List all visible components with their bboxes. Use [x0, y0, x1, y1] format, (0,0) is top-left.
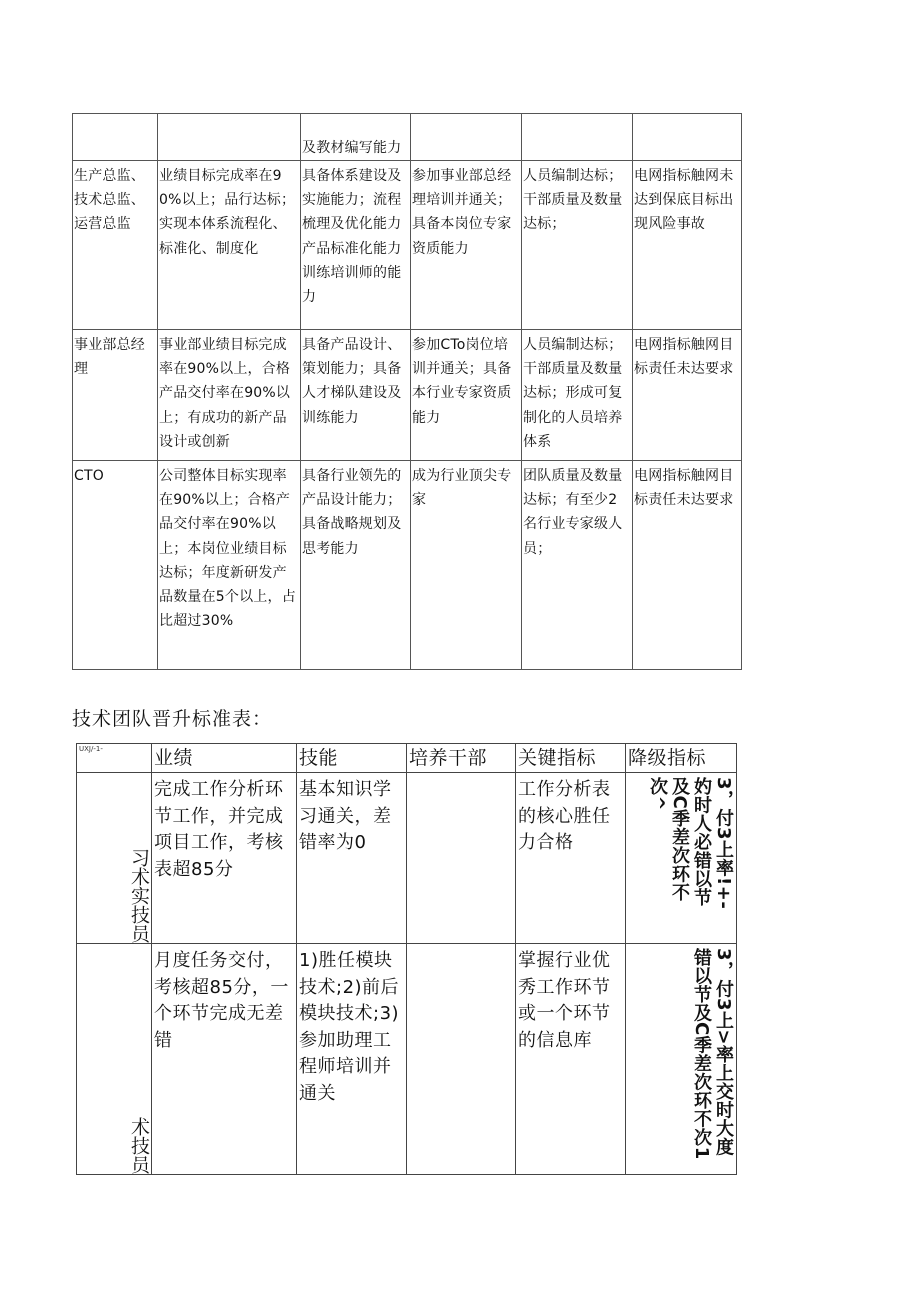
training-cell: 成为行业顶尖专家 — [411, 461, 522, 670]
header-performance: 业绩 — [152, 744, 297, 773]
role-cell — [77, 773, 152, 944]
training-cell — [411, 114, 522, 161]
table-row — [73, 330, 742, 461]
management-promotion-table — [72, 113, 742, 670]
role-cell: CTO — [73, 461, 158, 670]
key-indicators-cell: 人员编制达标；干部质量及数量达标； — [522, 161, 633, 330]
training-cell: 参加事业部总经理培训并通关；具备本岗位专家资质能力 — [411, 161, 522, 330]
header-skills: 技能 — [297, 744, 407, 773]
table-row — [77, 944, 737, 1175]
key-indicators-cell: 团队质量及数量达标；有至少2名行业专家级人员； — [522, 461, 633, 670]
performance-cell: 事业部业绩目标完成率在90%以上，合格产品交付率在90%以上；有成功的新产品设计或创新 — [158, 330, 301, 461]
tech-team-promotion-table — [76, 743, 737, 1175]
performance-cell: 业绩目标完成率在90%以上；品行达标；实现本体系流程化、标准化、制度化 — [158, 161, 301, 330]
performance-cell: 公司整体目标实现率在90%以上；合格产品交付率在90%以上；本岗位业绩目标达标；年度新研发产品数量在5个以上，占比超过30% — [158, 461, 301, 670]
key-indicators-cell — [522, 114, 633, 161]
role-cell — [73, 114, 158, 161]
section-heading: 技术团队晋升标准表： — [72, 708, 273, 730]
performance-cell — [158, 114, 301, 161]
role-cell: 事业部总经理 — [73, 330, 158, 461]
skills-cell: 1)胜任模块技术;2)前后模块技术;3)参加助理工程师培训并通关 — [297, 944, 407, 1175]
corner-mark: UXJ/-1- — [77, 744, 152, 773]
key-indicators-cell: 掌握行业优秀工作环节或一个环节的信息库 — [516, 944, 626, 1175]
demotion-cell: 电网指标触网未达到保底目标出现风险事故 — [633, 161, 742, 330]
table-row — [73, 161, 742, 330]
demotion-text: 3，付3上>率上交时大度错以节及C季差次环不次1 — [691, 948, 734, 1160]
key-indicators-cell: 人员编制达标；干部质量及数量达标；形成可复制化的人员培养体系 — [522, 330, 633, 461]
skills-cell: 具备行业领先的产品设计能力；具备战略规划及思考能力 — [301, 461, 411, 670]
training-cell — [407, 944, 516, 1175]
role-label: 术技员 — [128, 1117, 150, 1174]
demotion-cell — [626, 773, 737, 944]
skills-cell: 具备产品设计、策划能力；具备人才梯队建设及训练能力 — [301, 330, 411, 461]
table-row — [73, 114, 742, 161]
demotion-cell — [633, 114, 742, 161]
key-indicators-cell: 工作分析表的核心胜任力合格 — [516, 773, 626, 944]
role-cell: 生产总监、技术总监、运营总监 — [73, 161, 158, 330]
role-cell — [77, 944, 152, 1175]
performance-cell: 完成工作分析环节工作，并完成项目工作，考核表超85分 — [152, 773, 297, 944]
skills-cell: 基本知识学习通关，差错率为0 — [297, 773, 407, 944]
training-cell — [407, 773, 516, 944]
header-demotion: 降级指标 — [626, 744, 737, 773]
demotion-cell: 电网指标触网目标责任未达要求 — [633, 461, 742, 670]
header-training: 培养干部 — [407, 744, 516, 773]
table-header-row — [77, 744, 737, 773]
header-key-indicators: 关键指标 — [516, 744, 626, 773]
table-row — [73, 461, 742, 670]
demotion-cell — [626, 944, 737, 1175]
table-row — [77, 773, 737, 944]
skills-cell: 具备体系建设及实施能力；流程梳理及优化能力产品标准化能力训练培训师的能力 — [301, 161, 411, 330]
performance-cell: 月度任务交付，考核超85分，一个环节完成无差错 — [152, 944, 297, 1175]
skills-cell: 及教材编写能力 — [301, 114, 411, 161]
demotion-cell: 电网指标触网目标责任未达要求 — [633, 330, 742, 461]
training-cell: 参加CTo岗位培训并通关；具备本行业专家资质能力 — [411, 330, 522, 461]
role-label: 习术实技员 — [128, 848, 150, 943]
demotion-text: 3，付3上率!+-妁时人必错以节及C季差次环不次^ — [647, 777, 734, 910]
